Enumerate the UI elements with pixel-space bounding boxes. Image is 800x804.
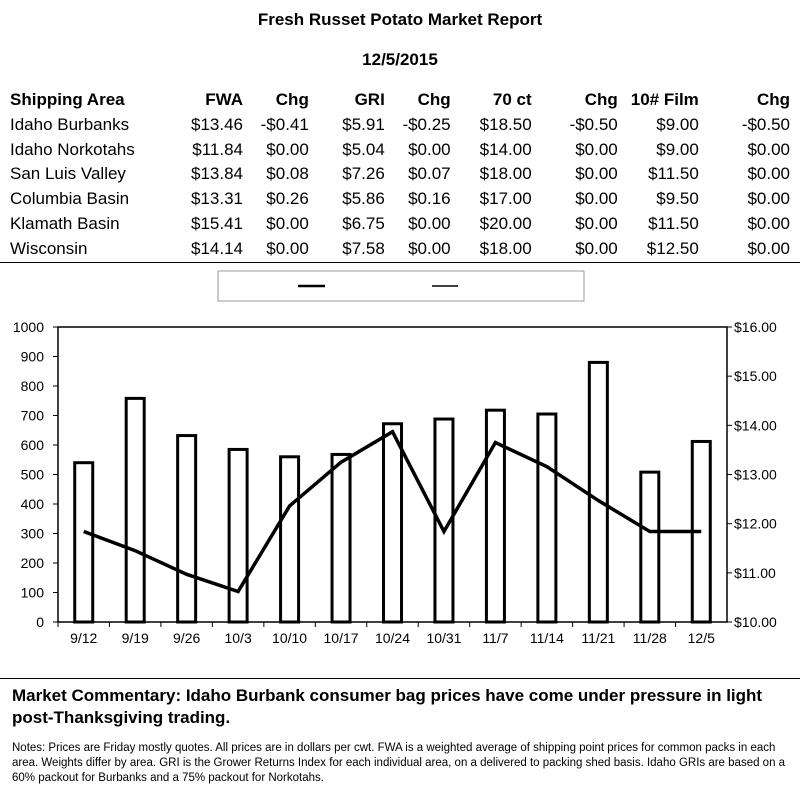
bar (281, 457, 299, 622)
price-cell: $5.86 (342, 189, 385, 209)
x-axis-tick-label: 9/26 (173, 630, 201, 646)
left-axis-tick-label: 300 (20, 525, 44, 542)
market-commentary: Market Commentary: Idaho Burbank consumer bag prices have come under pressure in light post-Thanksgiving trading. (12, 686, 763, 727)
report-title: Fresh Russet Potato Market Report (257, 10, 543, 29)
right-axis-tick-label: $15.00 (734, 368, 777, 385)
bar (641, 472, 659, 622)
column-header: 10# Film (630, 90, 699, 109)
price-cell: -$0.50 (741, 114, 790, 134)
price-cell: $7.58 (342, 238, 385, 258)
x-axis-tick-label: 12/5 (687, 630, 715, 646)
table-row (10, 113, 790, 138)
right-axis-tick-label: $14.00 (734, 417, 777, 434)
price-cell: $11.84 (192, 139, 243, 159)
column-header: Chg (756, 90, 790, 109)
price-cell: $0.00 (575, 238, 618, 258)
price-cell: -$0.41 (260, 114, 309, 134)
shipping-area-cell: San Luis Valley (10, 164, 126, 184)
price-cell: $18.00 (479, 238, 532, 258)
price-cell: $0.00 (747, 238, 790, 258)
price-cell: $5.91 (342, 114, 385, 134)
left-axis-tick-label: 800 (20, 378, 44, 394)
price-cell: $0.00 (408, 139, 451, 159)
table-header-row (10, 88, 790, 113)
price-cell: $0.00 (575, 164, 618, 184)
left-axis-tick-label: 500 (20, 466, 44, 483)
left-axis-tick-label: 400 (20, 496, 44, 512)
price-cell: $0.00 (575, 139, 618, 159)
left-axis-tick-label: 0 (36, 614, 44, 630)
shipping-area-cell: Columbia Basin (10, 189, 130, 209)
price-cell: $9.50 (656, 189, 699, 209)
price-cell: $0.00 (747, 139, 790, 159)
bar (229, 449, 247, 622)
price-cell: $0.16 (408, 189, 451, 209)
price-cell: $9.00 (656, 114, 699, 134)
price-table-body (10, 113, 790, 262)
bar (538, 414, 556, 622)
right-axis-tick-label: $12.00 (734, 515, 777, 532)
shipping-area-cell: Idaho Norkotahs (10, 139, 135, 159)
price-cell: $0.00 (266, 238, 309, 258)
price-cell: -$0.50 (569, 114, 618, 134)
price-cell: -$0.25 (402, 114, 451, 134)
price-cell: $0.00 (747, 213, 790, 233)
price-cell: $6.75 (342, 213, 385, 233)
price-cell: $7.26 (342, 164, 385, 184)
bar (332, 454, 350, 622)
price-cell: $17.00 (479, 189, 532, 209)
price-cell: $0.26 (266, 189, 309, 209)
price-cell: $12.50 (646, 238, 699, 258)
price-cell: $0.00 (408, 213, 451, 233)
column-header: 70 ct (492, 90, 532, 109)
right-axis-tick-label: $10.00 (734, 614, 777, 630)
x-axis-tick-label: 11/14 (529, 630, 564, 646)
x-axis-tick-label: 10/31 (426, 630, 462, 646)
x-axis-tick-label: 10/3 (224, 630, 252, 646)
column-header: Chg (417, 90, 451, 109)
table-row (10, 212, 790, 237)
shipping-area-cell: Idaho Burbanks (10, 114, 130, 134)
chart-area (0, 262, 800, 679)
bar (384, 424, 402, 622)
left-axis-tick-label: 200 (20, 555, 44, 571)
x-axis-tick-label: 11/21 (581, 630, 616, 646)
left-axis-tick-label: 900 (20, 348, 44, 365)
price-table (10, 88, 790, 262)
bar (75, 463, 93, 622)
price-cell: $0.00 (575, 213, 618, 233)
table-row (10, 162, 790, 187)
price-cell: $0.00 (747, 189, 790, 209)
price-cell: $14.00 (479, 139, 532, 159)
right-axis-tick-label: $11.00 (734, 564, 776, 581)
table-row (10, 187, 790, 212)
price-cell: $13.46 (190, 114, 243, 134)
left-axis-tick-label: 600 (20, 437, 44, 453)
left-axis-tick-label: 1000 (12, 319, 44, 335)
shipping-area-cell: Wisconsin (10, 238, 88, 258)
price-cell: $5.04 (342, 139, 385, 159)
column-header: Chg (584, 90, 618, 109)
price-cell: $15.41 (190, 213, 243, 233)
x-axis-tick-label: 9/12 (70, 630, 98, 646)
price-cell: $0.00 (747, 164, 790, 184)
right-axis-tick-label: $16.00 (734, 319, 777, 335)
x-axis-tick-label: 11/28 (632, 630, 667, 646)
left-axis-tick-label: 100 (20, 584, 44, 601)
price-chart (0, 263, 800, 678)
price-cell: $9.00 (656, 139, 699, 159)
x-axis-tick-label: 11/7 (482, 630, 509, 646)
x-axis-tick-label: 10/24 (374, 630, 411, 646)
price-cell: $20.00 (479, 213, 532, 233)
table-row (10, 237, 790, 262)
x-axis-tick-label: 10/17 (323, 630, 359, 646)
price-cell: $14.14 (190, 238, 243, 258)
price-cell: $0.00 (266, 139, 309, 159)
column-header: Chg (275, 90, 309, 109)
column-header: GRI (354, 90, 385, 109)
price-cell: $18.50 (479, 114, 532, 134)
right-axis-tick-label: $13.00 (734, 466, 777, 483)
price-cell: $0.00 (266, 213, 309, 233)
price-cell: $0.00 (408, 238, 451, 258)
left-axis-tick-label: 700 (20, 407, 44, 424)
price-cell: $11.50 (648, 213, 699, 233)
x-axis-tick-label: 9/19 (121, 630, 149, 646)
price-cell: $13.84 (190, 164, 243, 184)
shipping-area-cell: Klamath Basin (10, 213, 120, 233)
column-header: FWA (205, 90, 243, 109)
price-cell: $0.00 (575, 189, 618, 209)
x-axis-tick-label: 10/10 (272, 630, 308, 646)
table-row (10, 138, 790, 163)
column-header: Shipping Area (10, 90, 125, 109)
price-cell: $0.08 (266, 164, 309, 184)
bar (178, 436, 196, 622)
notes: Notes: Prices are Friday mostly quotes. All prices are in dollars per cwt. FWA is a weighted average of shipping point prices for common packs in each area. Weights differ by area. GRI is the Grower Returns Index for each individual area, on a delivered to packing shed basis. Idaho GRIs are based on a 60% packout for Burbanks and a 75% packout for Norkotahs. (12, 742, 786, 784)
bar (589, 362, 607, 622)
price-cell: $18.00 (479, 164, 532, 184)
legend-box (218, 271, 584, 301)
bar (126, 398, 144, 622)
price-cell: $11.50 (648, 164, 699, 184)
price-cell: $0.07 (408, 164, 451, 184)
report-date: 12/5/2015 (362, 50, 438, 69)
price-cell: $13.31 (190, 189, 243, 209)
